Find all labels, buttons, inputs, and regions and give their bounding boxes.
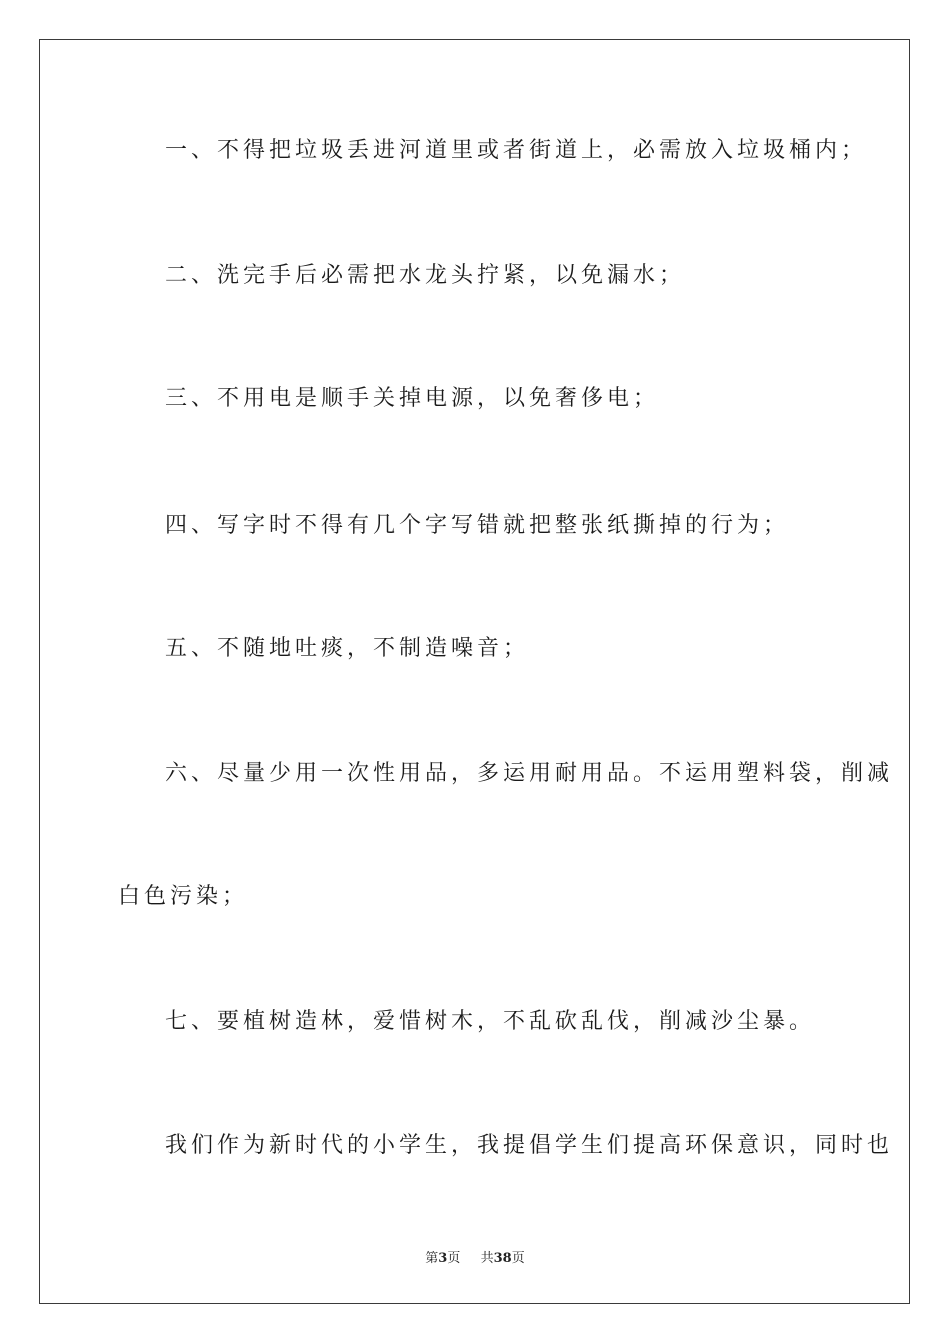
paragraph-text: 我们作为新时代的小学生，我提倡学生们提高环保意识，同时也 [165, 1133, 894, 1158]
paragraph-text: 白色污染； [118, 884, 249, 909]
page-label-prefix: 第 [425, 1251, 439, 1266]
paragraph-text: 五、不随地吐痰，不制造噪音； [165, 636, 530, 661]
current-page-number: 3 [438, 1251, 448, 1266]
page-label-suffix: 页 [447, 1251, 461, 1266]
page-footer [0, 1247, 950, 1266]
paragraph-text: 一、不得把垃圾丢进河道里或者街道上，必需放入垃圾桶内； [165, 138, 868, 163]
total-label-suffix: 页 [511, 1251, 525, 1266]
paragraph-text: 七、要植树造林，爱惜树木，不乱砍乱伐，削减沙尘暴。 [165, 1009, 816, 1034]
paragraph-text: 四、写字时不得有几个字写错就把整张纸撕掉的行为； [165, 513, 790, 538]
paragraph-text: 二、洗完手后必需把水龙头拧紧，以免漏水； [165, 263, 686, 288]
paragraph-text: 六、尽量少用一次性用品，多运用耐用品。不运用塑料袋，削减 [165, 761, 894, 786]
total-page-count: 38 [493, 1251, 512, 1266]
paragraph-text: 三、不用电是顺手关掉电源，以免奢侈电； [165, 386, 660, 411]
page-border [39, 39, 910, 1304]
total-label-prefix: 共 [480, 1251, 494, 1266]
